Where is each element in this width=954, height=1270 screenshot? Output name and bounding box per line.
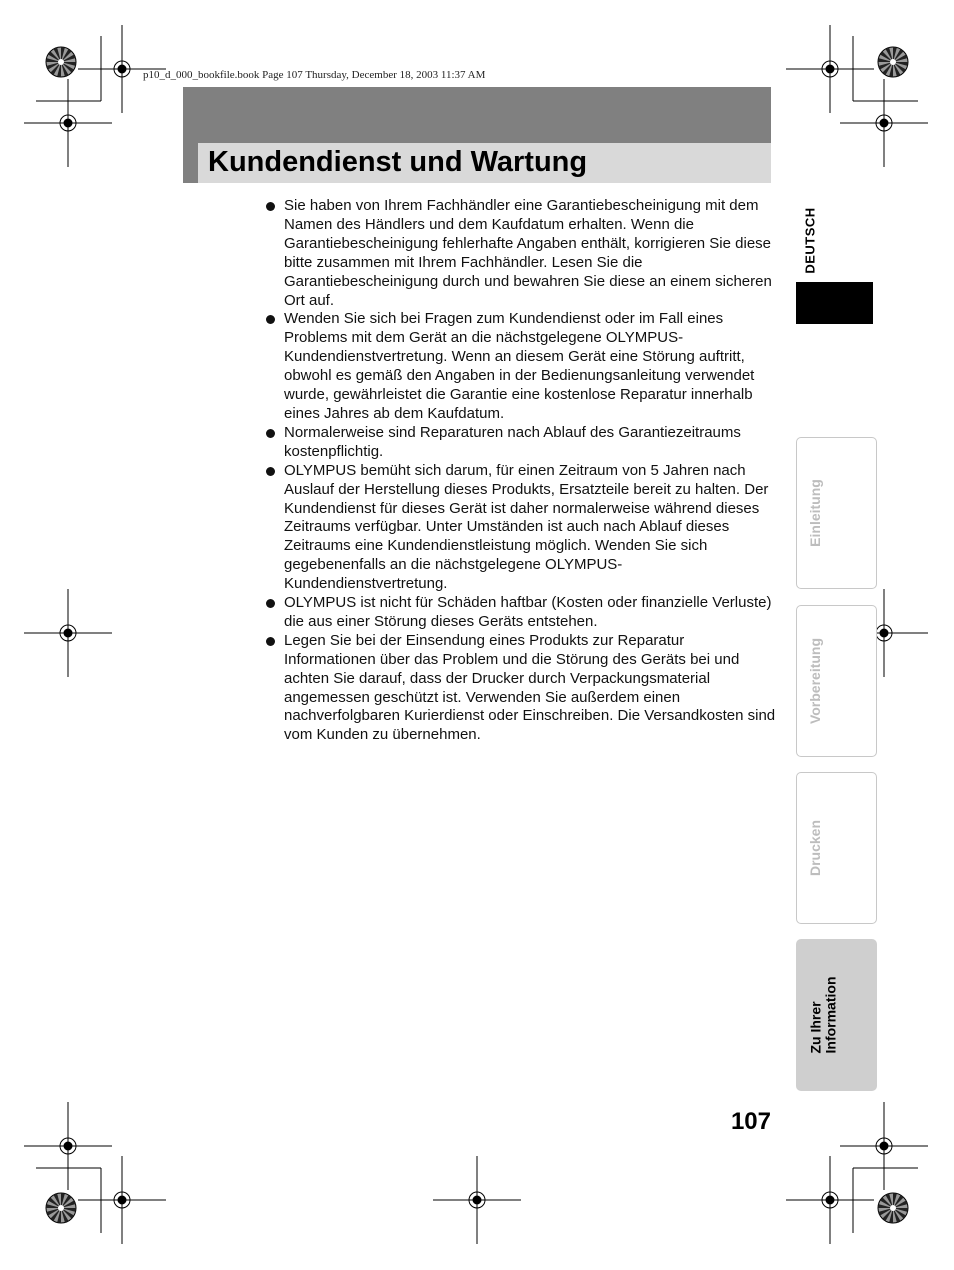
bullet-item: Wenden Sie sich bei Fragen zum Kundendienst oder im Fall eines Problems mit dem Gerät an die nächstgelegene OLYMPUS-Kundendienstvertretung. Wenn an diesem Gerät eine Störung auftritt, obwohl es gemäß den Angaben in der Bedienungsanleitung verwendet wurde, gewährleistet die Garantie eine kostenlose Reparatur innerhalb eines Jahres ab dem Kaufdatum. (264, 310, 776, 423)
print-info-header: p10_d_000_bookfile.book Page 107 Thursday, December 18, 2003 11:37 AM (143, 69, 486, 81)
bullet-item: Normalerweise sind Reparaturen nach Ablauf des Garantiezeitraums kostenpflichtig. (264, 424, 776, 462)
bullet-list (264, 197, 776, 745)
language-marker-block (796, 282, 873, 324)
tab-vorbereitung[interactable] (796, 605, 877, 757)
registration-star-target (46, 47, 76, 77)
page-title: Kundendienst und Wartung (208, 146, 588, 178)
bullet-item: Sie haben von Ihrem Fachhändler eine Garantiebescheinigung mit dem Namen des Händlers und dem Kaufdatum erhalten. Wenn die Garantiebescheinigung fehlerhafte Angaben enthält, korrigieren Sie diese bitte zusammen mit Ihrem Fachhändler. Lesen Sie die Garantiebescheinigung durch und bewahren Sie diese an einem sicheren Ort auf. (264, 197, 776, 310)
registration-crosshair (433, 1156, 521, 1244)
tab-label-line: Zu Ihrer (807, 1001, 823, 1054)
bullet-item: Legen Sie bei der Einsendung eines Produkts zur Reparatur Informationen über das Problem und die Störung des Geräts bei und achten Sie darauf, dass der Drucker durch Verpackungsmaterial angemessen geschützt ist. Verwenden Sie außerdem einen nachverfolgbaren Kurierdienst oder Einschreiben. Die Versandkosten sind vom Kunden zu übernehmen. (264, 632, 776, 745)
registration-crosshair (24, 79, 112, 167)
registration-crosshair (78, 1156, 166, 1244)
title-band-edge (183, 143, 198, 183)
tab-label: Drucken (807, 819, 823, 877)
bullet-item: OLYMPUS ist nicht für Schäden haftbar (Kosten oder finanzielle Verluste) die aus einer Störung dieses Geräts entstehen. (264, 594, 776, 632)
tab-drucken[interactable] (796, 772, 877, 924)
bullet-item: OLYMPUS bemüht sich darum, für einen Zeitraum von 5 Jahren nach Auslauf der Herstellung dieses Produkts, Ersatzteile bereit zu halten. Der Kundendienst für dieses Gerät ist daher normalerweise während dieses Zeitraums verfügbar. Unter Umständen ist auch nach Ablauf dieses Zeitraums eine Kundendienstleistung möglich. Wenden Sie sich gegebenenfalls an die nächstgelegene OLYMPUS-Kundendienstvertretung. (264, 462, 776, 594)
registration-star-target (878, 47, 908, 77)
title-band-dark (183, 87, 771, 144)
tab-label-line: Information (822, 976, 838, 1054)
registration-crosshair (786, 1156, 874, 1244)
tab-einleitung[interactable] (796, 437, 877, 589)
page-number: 107 (730, 1108, 771, 1135)
registration-star-target (46, 1193, 76, 1223)
registration-star-target (878, 1193, 908, 1223)
tab-label (808, 977, 838, 1054)
tab-label: Einleitung (807, 479, 824, 547)
tab-label: Vorbereitung (807, 637, 824, 725)
language-label (790, 200, 830, 280)
language-label-text: DEUTSCH (802, 206, 818, 274)
registration-crosshair (786, 25, 874, 113)
tab-zu-ihrer-information[interactable] (796, 939, 877, 1091)
registration-crosshair (24, 1102, 112, 1190)
registration-crosshair (24, 589, 112, 677)
